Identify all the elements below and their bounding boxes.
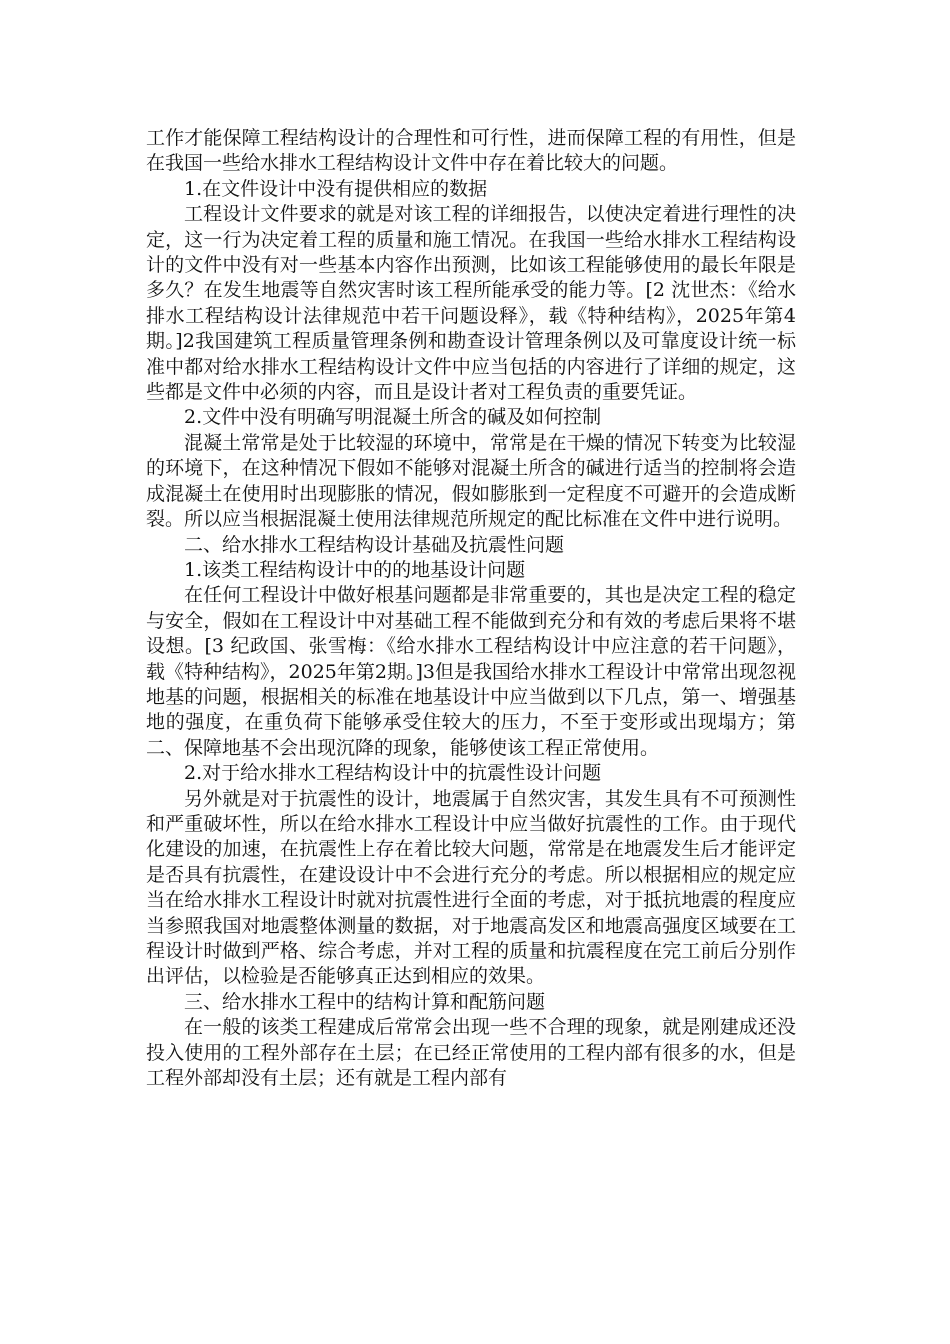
paragraph-seismic: 另外就是对于抗震性的设计，地震属于自然灾害，其发生具有不可预测性和严重破坏性，所以在给水排水工程设计中应当做好抗震性的工作。由于现代化建设的加速，在抗震性上存在着比较大问题，常常是在地震发生后才能评定是否具有抗震性，在建设设计中不会进行充分的考虑。所以根据相应的规定应当在给水排水工程设计时就对抗震性进行全面的考虑，对于抵抗地震的程度应当参照我国对地震整体测量的数据，对于地震高发区和地震高强度区域要在工程设计时做到严格、综合考虑，并对工程的质量和抗震程度在完工前后分别作出评估，以检验是否能够真正达到相应的效果。 (146, 787, 796, 988)
subheading-seismic: 2.对于给水排水工程结构设计中的抗震性设计问题 (184, 762, 602, 785)
paragraph-foundation: 在任何工程设计中做好根基问题都是非常重要的，其也是决定工程的稳定与安全，假如在工程设计中对基础工程不能做到充分和有效的考虑后果将不堪设想。[3 纪政国、张雪梅：《给水排水工程结构设计中应注意的若干问题》，载《特种结构》，2025年第2期。]3但是我国给水排水工程设计中常常出现忽视地基的问题，根据相关的标准在地基设计中应当做到以下几点，第一、增强基地的强度，在重负荷下能够承受住较大的压力，不至于变形或出现塌方；第二、保障地基不会出现沉降的现象，能够使该工程正常使用。 (146, 584, 796, 759)
paragraph-concrete: 混凝土常常是处于比较湿的环境中，常常是在干燥的情况下转变为比较湿的环境下，在这种情况下假如不能够对混凝土所含的碱进行适当的控制将会造成混凝土在使用时出现膨胀的情况，假如膨胀到一定程度不可避开的会造成断裂。所以应当根据混凝土使用法律规范所规定的配比标准在文件中进行说明。 (146, 431, 796, 531)
section-heading-calculation: 三、给水排水工程中的结构计算和配筋问题 (184, 990, 546, 1013)
subheading-foundation: 1.该类工程结构设计中的的地基设计问题 (184, 558, 526, 581)
paragraph-calculation: 在一般的该类工程建成后常常会出现一些不合理的现象，就是刚建成还没投入使用的工程外部存在土层；在已经正常使用的工程内部有很多的水，但是工程外部却没有土层；还有就是工程内部有 (146, 1016, 796, 1090)
document-page (146, 126, 796, 1091)
paragraph-intro: 工作才能保障工程结构设计的合理性和可行性，进而保障工程的有用性，但是在我国一些给水排水工程结构设计文件中存在着比较大的问题。 (146, 127, 796, 175)
section-heading-foundation-seismic: 二、给水排水工程结构设计基础及抗震性问题 (184, 533, 565, 556)
subheading-no-data: 1.在文件设计中没有提供相应的数据 (184, 177, 488, 200)
paragraph-design-docs: 工程设计文件要求的就是对该工程的详细报告，以使决定着进行理性的决定，这一行为决定着工程的质量和施工情况。在我国一些给水排水工程结构设计的文件中没有对一些基本内容作出预测，比如该工程能够使用的最长年限是多久？在发生地震等自然灾害时该工程所能承受的能力等。[2 沈世杰：《给水排水工程结构设计法律规范中若干问题设释》，载《特种结构》，2025年第4期。]2我国建筑工程质量管理条例和勘查设计管理条例以及可靠度设计统一标准中都对给水排水工程结构设计文件中应当包括的内容进行了详细的规定，这些都是文件中必须的内容，而且是设计者对工程负责的重要凭证。 (146, 203, 796, 404)
subheading-concrete-alkali: 2.文件中没有明确写明混凝土所含的碱及如何控制 (184, 406, 602, 429)
